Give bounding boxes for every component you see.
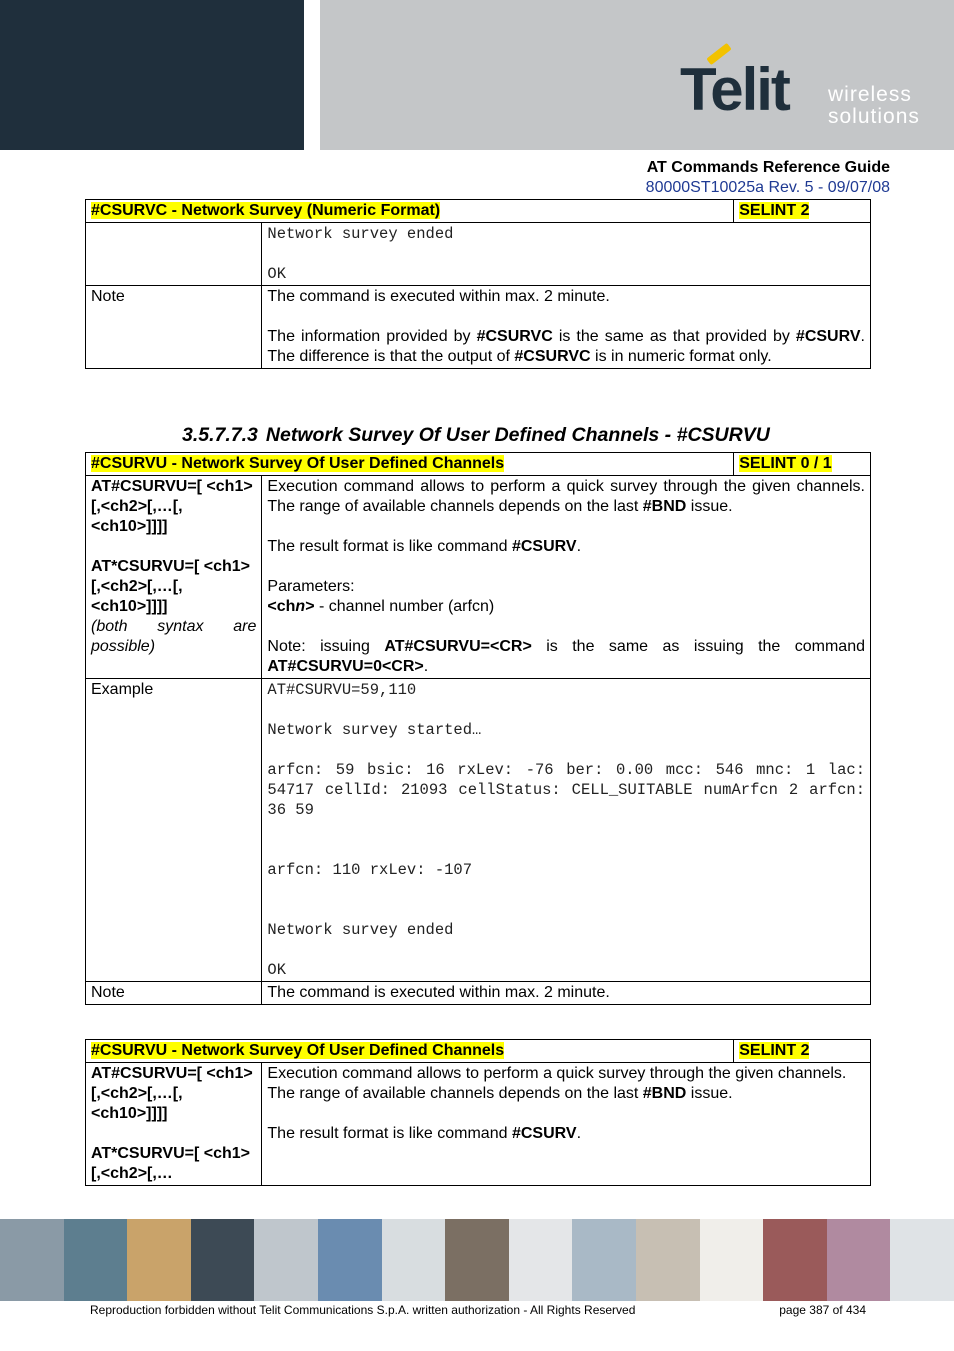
response-code: Network survey ended OK (267, 225, 454, 283)
syntax-alternate: AT*CSURVU=[ <ch1>[,<ch2>[,…[,<ch10>]]]] (91, 558, 251, 615)
csurvu-table-selint2 (85, 1039, 871, 1186)
footer-photo-tile (827, 1219, 891, 1301)
table-row (86, 223, 871, 286)
footer-photo-tile (382, 1219, 446, 1301)
footer-photo-tile (191, 1219, 255, 1301)
footer-photo-tile (64, 1219, 128, 1301)
syntax-primary: AT#CSURVU=[ <ch1>[,<ch2>[,…[,<ch10>]]]] (91, 1065, 253, 1122)
footer-photo-tile (636, 1219, 700, 1301)
description-cell: Execution command allows to perform a quick survey through the given channels. The range of available channels depends on the last #BND issue. The result format is like command #CSURV. (262, 1063, 871, 1186)
logo-wordmark: Telit (680, 56, 789, 123)
note-cell: The command is executed within max. 2 minute. The information provided by #CSURVC is the same as that provided by #CSURV. The difference is that the output of #CSURVC is in numeric format only. (262, 286, 871, 369)
guide-revision: 80000ST10025a Rev. 5 - 09/07/08 (645, 179, 890, 196)
footer-copyright: Reproduction forbidden without Telit Communications S.p.A. written authorization - All Rights Reserved (90, 1303, 636, 1317)
footer-photo-tile (127, 1219, 191, 1301)
table-title-cell (86, 200, 734, 223)
footer-photo-tile (445, 1219, 509, 1301)
row-label: Note (86, 286, 262, 369)
selint-badge: SELINT 2 (739, 1042, 810, 1059)
table-title: #CSURVC - Network Survey (Numeric Format) (91, 202, 441, 219)
table-header-row (86, 453, 871, 476)
syntax-note: (both syntax are possible) (91, 618, 257, 655)
footer-photo-tile (700, 1219, 764, 1301)
guide-title: AT Commands Reference Guide (646, 159, 890, 176)
selint-badge: SELINT 2 (739, 202, 810, 219)
selint-cell (734, 200, 871, 223)
header-dark-panel (0, 0, 304, 150)
note-cell: The command is executed within max. 2 minute. (262, 982, 871, 1005)
csurvc-table (85, 199, 871, 369)
syntax-primary: AT#CSURVU=[ <ch1>[,<ch2>[,…[,<ch10>]]]] (91, 478, 253, 535)
table-title: #CSURVU - Network Survey Of User Defined Channels (91, 455, 505, 472)
table-row (86, 679, 871, 982)
table-header-row (86, 1040, 871, 1063)
logo-tagline: wireless solutions (828, 83, 920, 128)
csurvu-table-selint01 (85, 452, 871, 1005)
example-code: AT#CSURVU=59,110 Network survey started… arfcn: 59 bsic: 16 rxLev: -76 ber: 0.00 mcc: 546 mnc: 1 lac: 54717 cellId: 21093 cellStatus: CELL_SUITABLE numArfcn 2 arfcn: 36 59 arfcn: 110 rxLev: -107 Network survey ended OK (267, 681, 865, 979)
row-label: Note (86, 982, 262, 1005)
footer-photo-tile (254, 1219, 318, 1301)
table-row (86, 286, 871, 369)
footer-photo-tile (890, 1219, 954, 1301)
syntax-cell (86, 1063, 262, 1186)
table-header-row (86, 200, 871, 223)
footer-photo-tile (318, 1219, 382, 1301)
footer-photo-tile (763, 1219, 827, 1301)
footer-image-strip (0, 1219, 954, 1301)
table-row (86, 1063, 871, 1186)
table-title: #CSURVU - Network Survey Of User Defined Channels (91, 1042, 505, 1059)
syntax-alternate: AT*CSURVU=[ <ch1>[,<ch2>[,… (91, 1145, 251, 1182)
section-title: Network Survey Of User Defined Channels - #CSURVU (265, 424, 770, 446)
footer-photo-tile (0, 1219, 64, 1301)
table-row (86, 476, 871, 679)
footer-photo-tile (509, 1219, 573, 1301)
selint-badge: SELINT 0 / 1 (739, 455, 832, 472)
section-number: 3.5.7.7.3 (182, 424, 258, 446)
footer-photo-tile (572, 1219, 636, 1301)
row-label: Example (86, 679, 262, 982)
table-row (86, 982, 871, 1005)
syntax-cell (86, 476, 262, 679)
telit-logo (676, 48, 936, 132)
description-cell: Execution command allows to perform a quick survey through the given channels. The range of available channels depends on the last #BND issue. The result format is like command #CSURV. Parameters: <chn> - channel number (arfcn) Note: issuing AT#CSURVU=<CR> is the same as issuing the command AT#CSURVU=0<CR>. (262, 476, 871, 679)
page-number: page 387 of 434 (779, 1303, 866, 1317)
section-heading (182, 424, 778, 447)
